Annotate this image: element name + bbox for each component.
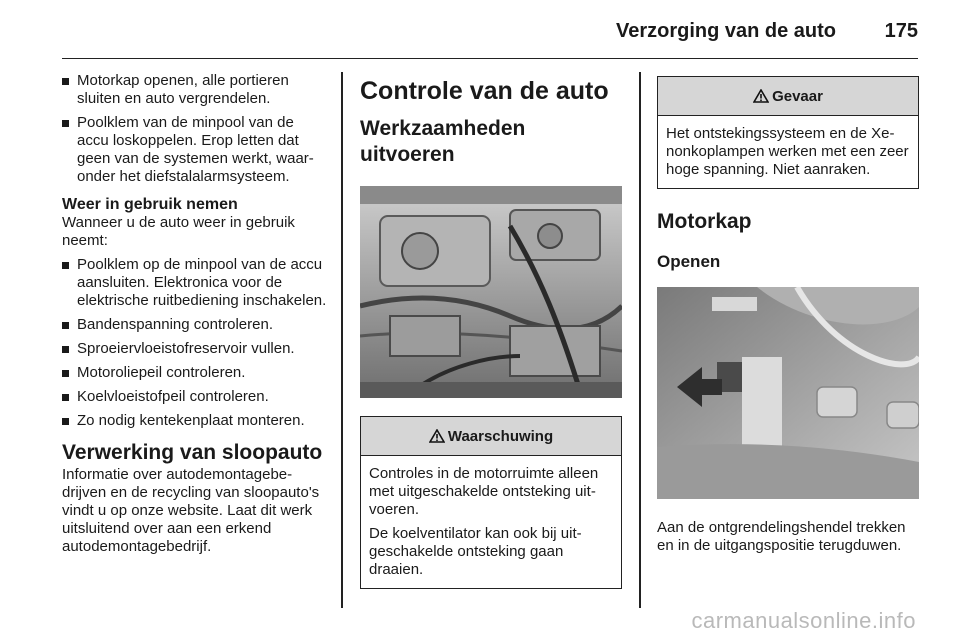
page-number: 175	[884, 20, 918, 42]
hood-heading: Motorkap	[657, 210, 752, 233]
warning-paragraph: De koelventilator kan ook bij uitgeschakelde ontsteking gaan draaien.	[369, 525, 582, 578]
list-item: Poolklem van de minpool van de accu loskoppelen. Erop letten dat geen van de systemen werkt, waaronder het diefstalalarmsysteem.	[62, 114, 328, 186]
list-item: Poolklem op de minpool van de accu aansluiten. Elektronica voor de elektrische ruitbediening inschakelen.	[62, 256, 328, 310]
work-subheading: Werkzaamheden uitvoeren	[360, 117, 526, 166]
column-right	[657, 72, 919, 555]
warning-triangle-icon	[753, 89, 769, 103]
list-item: Koelvloeistofpeil controleren.	[62, 388, 328, 406]
check-heading: Controle van de auto	[360, 77, 609, 105]
storage-steps-list	[62, 72, 328, 186]
danger-body	[658, 116, 918, 188]
list-item: Motorkap openen, alle portieren sluiten en auto vergrendelen.	[62, 72, 328, 108]
list-item: Sproeiervloeistofreservoir vullen.	[62, 340, 328, 358]
warning-triangle-icon	[429, 429, 445, 443]
list-item: Motoroliepeil controleren.	[62, 364, 328, 382]
danger-box	[657, 76, 919, 189]
column-middle	[360, 72, 622, 589]
warning-paragraph: Controles in de motorruimte alleen met uitgeschakelde ontsteking uitvoeren.	[369, 465, 599, 518]
column-divider-2	[639, 72, 641, 608]
restart-intro: Wanneer u de auto weer in gebruik neemt:	[62, 214, 295, 249]
engine-bay-illustration	[360, 186, 622, 398]
warning-body	[361, 456, 621, 588]
warning-header	[361, 417, 621, 456]
hood-release-illustration	[657, 287, 919, 499]
warning-title: Waarschuwing	[447, 427, 554, 445]
hood-caption: Aan de ontgrendelingshendel trekken en in de uitgangspositie terugduwen.	[657, 519, 906, 554]
open-subheading: Openen	[657, 252, 721, 271]
danger-title: Gevaar	[772, 87, 823, 105]
danger-header	[658, 77, 918, 116]
danger-paragraph: Het ontstekingssysteem en de Xenonkoplampen werken met een zeer hoge spanning. Niet aanraken.	[666, 125, 909, 178]
section-title: Verzorging van de auto	[615, 20, 836, 42]
list-item: Zo nodig kentekenplaat monteren.	[62, 412, 328, 430]
scrap-heading: Verwerking van sloopauto	[62, 441, 323, 464]
page-header	[62, 0, 918, 59]
warning-box	[360, 416, 622, 589]
column-divider-1	[341, 72, 343, 608]
restart-heading: Weer in gebruik nemen	[62, 196, 238, 213]
list-item: Bandenspanning controleren.	[62, 316, 328, 334]
restart-steps-list	[62, 256, 328, 430]
engine-bay-photo	[360, 186, 622, 398]
watermark: carmanualsonline.info	[691, 608, 916, 633]
column-left	[62, 72, 328, 556]
hood-release-photo	[657, 287, 919, 499]
scrap-text: Informatie over autodemontagebedrijven en de recycling van sloopauto's vindt u op onze website. Laat dit werk uitsluitend over aan een erkend autodemontagebedrijf.	[62, 466, 320, 555]
